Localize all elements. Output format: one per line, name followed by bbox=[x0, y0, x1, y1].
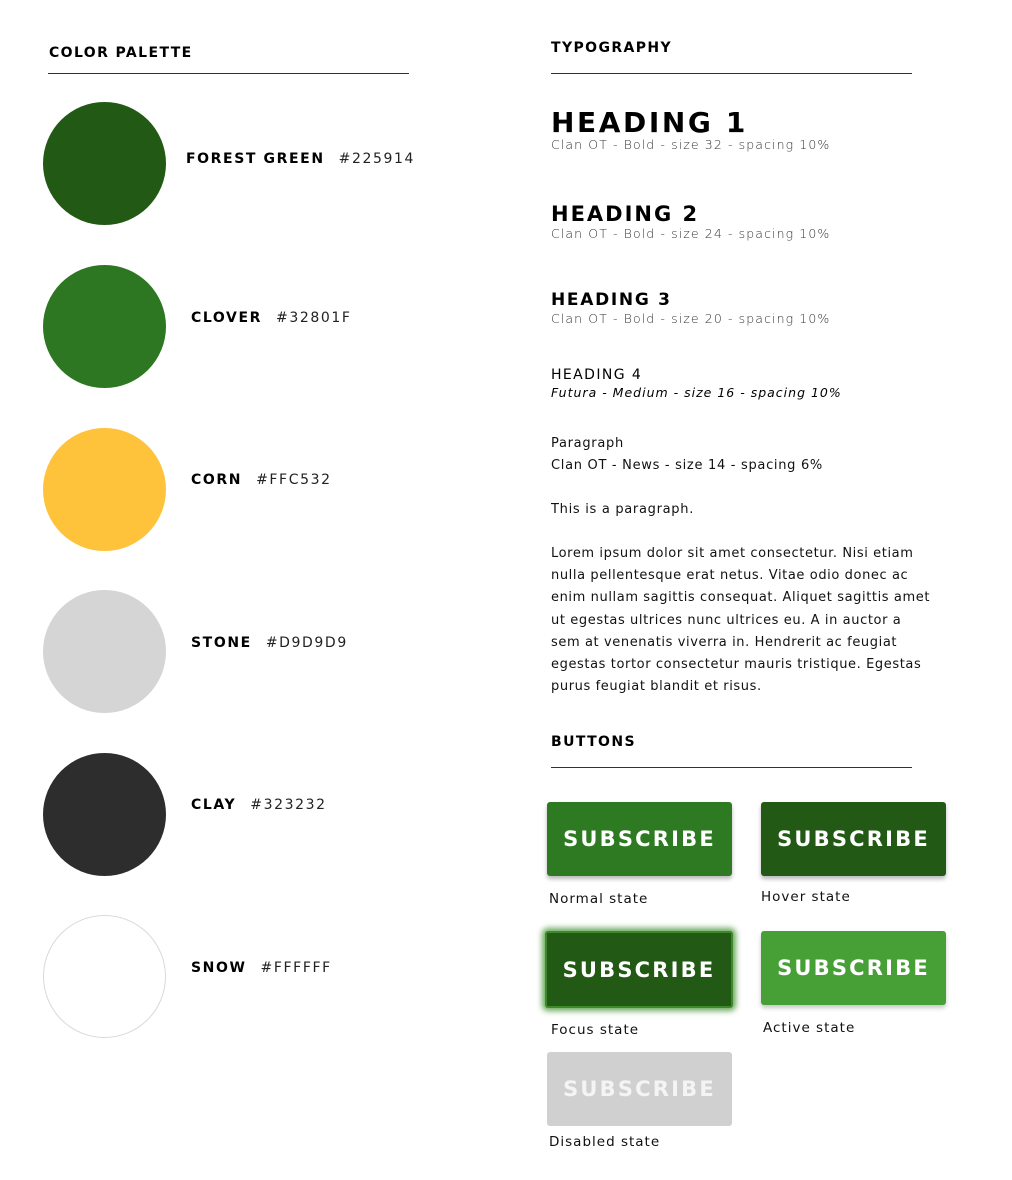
subscribe-button-focus[interactable]: SUBSCRIBE bbox=[545, 931, 733, 1008]
color-palette-divider bbox=[48, 73, 409, 74]
swatch-label-clay bbox=[191, 796, 327, 814]
button-caption-normal: Normal state bbox=[549, 891, 649, 907]
paragraph-body: Lorem ipsum dolor sit amet consectetur. Nisi etiam nulla pellentesque erat netus. Vitae odio donec ac enim nullam sagittis consequat. Aliquet sagittis amet ut egestas ultrices nunc ultrices eu. A in auctor a sem at venenatis viverra in. Hendrerit ac feugiat egestas tortor consectetur mauris tristique. Egestas purus feugiat blandit et risus. bbox=[551, 546, 931, 695]
swatch-stone bbox=[43, 590, 166, 713]
subscribe-button-normal[interactable]: SUBSCRIBE bbox=[547, 802, 732, 876]
color-palette-title: COLOR PALETTE bbox=[49, 45, 193, 61]
typography-divider bbox=[551, 73, 912, 74]
swatch-forest-green bbox=[43, 102, 166, 225]
swatch-snow bbox=[43, 915, 166, 1038]
paragraph-example: This is a paragraph. bbox=[551, 502, 695, 517]
swatch-name: SNOW bbox=[191, 960, 247, 976]
heading-2-sample: HEADING 2 bbox=[551, 202, 700, 226]
button-caption-disabled: Disabled state bbox=[549, 1134, 661, 1150]
button-caption-focus: Focus state bbox=[551, 1022, 640, 1038]
heading-2-spec: Clan OT - Bold - size 24 - spacing 10% bbox=[551, 226, 831, 241]
swatch-clay bbox=[43, 753, 166, 876]
swatch-hex: #FFC532 bbox=[256, 472, 332, 488]
swatch-name: FOREST GREEN bbox=[186, 151, 325, 167]
buttons-divider bbox=[551, 767, 912, 768]
swatch-label-snow bbox=[191, 959, 332, 977]
swatch-label-clover bbox=[191, 309, 352, 327]
subscribe-button-active[interactable]: SUBSCRIBE bbox=[761, 931, 946, 1005]
swatch-hex: #225914 bbox=[338, 151, 416, 167]
subscribe-button-hover[interactable]: SUBSCRIBE bbox=[761, 802, 946, 876]
typography-title: TYPOGRAPHY bbox=[551, 40, 673, 56]
subscribe-button-disabled: SUBSCRIBE bbox=[547, 1052, 732, 1126]
heading-1-spec: Clan OT - Bold - size 32 - spacing 10% bbox=[551, 137, 831, 152]
swatch-name: STONE bbox=[191, 635, 252, 651]
swatch-hex: #FFFFFF bbox=[260, 960, 332, 976]
heading-3-sample: HEADING 3 bbox=[551, 290, 672, 310]
swatch-label-corn bbox=[191, 471, 332, 489]
swatch-hex: #D9D9D9 bbox=[265, 635, 348, 651]
paragraph-spec: Clan OT - News - size 14 - spacing 6% bbox=[551, 458, 823, 473]
swatch-hex: #323232 bbox=[250, 797, 327, 813]
swatch-corn bbox=[43, 428, 166, 551]
heading-1-sample: HEADING 1 bbox=[551, 106, 748, 139]
button-caption-hover: Hover state bbox=[761, 889, 851, 905]
swatch-hex: #32801F bbox=[276, 310, 352, 326]
swatch-label-forest-green bbox=[186, 150, 415, 168]
swatch-name: CLOVER bbox=[191, 310, 263, 326]
paragraph-label: Paragraph bbox=[551, 436, 624, 451]
swatch-name: CLAY bbox=[191, 797, 237, 813]
swatch-clover bbox=[43, 265, 166, 388]
swatch-label-stone bbox=[191, 634, 348, 652]
buttons-title: BUTTONS bbox=[551, 734, 636, 750]
button-caption-active: Active state bbox=[763, 1020, 856, 1036]
heading-4-sample: HEADING 4 bbox=[551, 367, 643, 383]
heading-3-spec: Clan OT - Bold - size 20 - spacing 10% bbox=[551, 311, 831, 326]
swatch-name: CORN bbox=[191, 472, 243, 488]
heading-4-spec: Futura - Medium - size 16 - spacing 10% bbox=[551, 385, 842, 400]
